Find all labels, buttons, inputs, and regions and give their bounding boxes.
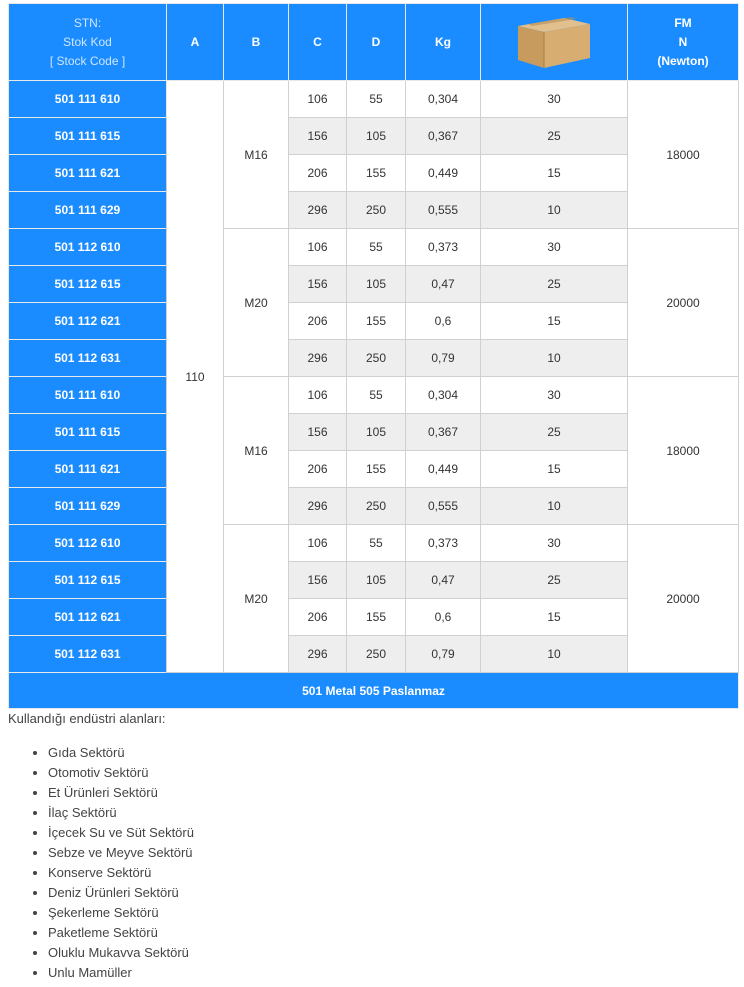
stock-code-cell: 501 111 629 bbox=[9, 488, 167, 525]
col-b-header: B bbox=[224, 4, 289, 81]
dimension-d-cell: 155 bbox=[347, 599, 406, 636]
dimension-c-cell: 156 bbox=[289, 562, 347, 599]
package-qty-cell: 15 bbox=[481, 451, 628, 488]
stock-code-cell: 501 111 629 bbox=[9, 192, 167, 229]
thread-b-cell: M16 bbox=[224, 377, 289, 525]
dimension-c-cell: 206 bbox=[289, 599, 347, 636]
weight-kg-cell: 0,304 bbox=[406, 377, 481, 414]
dimension-d-cell: 55 bbox=[347, 377, 406, 414]
dimension-a-cell: 110 bbox=[167, 81, 224, 673]
weight-kg-cell: 0,449 bbox=[406, 155, 481, 192]
stock-code-cell: 501 112 615 bbox=[9, 562, 167, 599]
table-row bbox=[9, 81, 739, 118]
package-qty-cell: 15 bbox=[481, 599, 628, 636]
stock-header-line-2: Stok Kod bbox=[63, 34, 112, 49]
stock-header-line-1: STN: bbox=[73, 15, 102, 30]
dimension-d-cell: 105 bbox=[347, 562, 406, 599]
weight-kg-cell: 0,555 bbox=[406, 192, 481, 229]
package-qty-cell: 30 bbox=[481, 377, 628, 414]
dimension-d-cell: 55 bbox=[347, 81, 406, 118]
stock-code-cell: 501 111 621 bbox=[9, 155, 167, 192]
dimension-d-cell: 55 bbox=[347, 229, 406, 266]
sector-list-item: • Oluklu Mukavva Sektörü bbox=[48, 943, 738, 963]
weight-kg-cell: 0,367 bbox=[406, 118, 481, 155]
fm-header bbox=[628, 4, 739, 81]
weight-kg-cell: 0,47 bbox=[406, 562, 481, 599]
package-qty-cell: 30 bbox=[481, 229, 628, 266]
package-qty-cell: 10 bbox=[481, 636, 628, 673]
sector-list-item: • Gıda Sektörü bbox=[48, 743, 738, 763]
package-qty-cell: 15 bbox=[481, 155, 628, 192]
dimension-c-cell: 296 bbox=[289, 636, 347, 673]
stock-code-cell: 501 112 610 bbox=[9, 229, 167, 266]
stock-code-cell: 501 112 610 bbox=[9, 525, 167, 562]
stock-code-cell: 501 111 621 bbox=[9, 451, 167, 488]
dimension-c-cell: 156 bbox=[289, 118, 347, 155]
dimension-c-cell: 156 bbox=[289, 266, 347, 303]
dimension-d-cell: 55 bbox=[347, 525, 406, 562]
spec-table bbox=[8, 3, 739, 709]
table-row bbox=[9, 525, 739, 562]
weight-kg-cell: 0,79 bbox=[406, 340, 481, 377]
dimension-d-cell: 155 bbox=[347, 451, 406, 488]
dimension-d-cell: 155 bbox=[347, 155, 406, 192]
col-a-header: A bbox=[167, 4, 224, 81]
package-qty-cell: 10 bbox=[481, 488, 628, 525]
table-footer-row bbox=[9, 673, 739, 709]
sector-list-item: • Et Ürünleri Sektörü bbox=[48, 783, 738, 803]
col-c-header: C bbox=[289, 4, 347, 81]
stock-code-cell: 501 111 615 bbox=[9, 414, 167, 451]
sectors-title: Kullandığı endüstri alanları: bbox=[8, 711, 166, 726]
dimension-d-cell: 250 bbox=[347, 340, 406, 377]
col-d-header: D bbox=[347, 4, 406, 81]
force-fm-cell: 20000 bbox=[628, 229, 739, 377]
dimension-d-cell: 105 bbox=[347, 118, 406, 155]
sectors-list bbox=[8, 743, 738, 983]
fm-header-line-3: (Newton) bbox=[657, 53, 709, 68]
dimension-c-cell: 296 bbox=[289, 192, 347, 229]
table-row bbox=[9, 229, 739, 266]
stock-code-cell: 501 112 621 bbox=[9, 303, 167, 340]
spec-table-body bbox=[9, 81, 739, 673]
sector-list-item: • Şekerleme Sektörü bbox=[48, 903, 738, 923]
sector-list-item: • İlaç Sektörü bbox=[48, 803, 738, 823]
stock-code-cell: 501 112 631 bbox=[9, 636, 167, 673]
package-qty-cell: 25 bbox=[481, 414, 628, 451]
dimension-d-cell: 250 bbox=[347, 636, 406, 673]
weight-kg-cell: 0,449 bbox=[406, 451, 481, 488]
package-qty-cell: 30 bbox=[481, 81, 628, 118]
sector-list-item: • Paketleme Sektörü bbox=[48, 923, 738, 943]
stock-code-cell: 501 111 610 bbox=[9, 377, 167, 414]
package-qty-cell: 10 bbox=[481, 192, 628, 229]
material-footer: 501 Metal 505 Paslanmaz bbox=[9, 673, 739, 709]
dimension-d-cell: 250 bbox=[347, 488, 406, 525]
thread-b-cell: M20 bbox=[224, 229, 289, 377]
content bbox=[8, 3, 738, 983]
stock-header-line-3: [ Stock Code ] bbox=[49, 53, 126, 68]
sector-list-item: • Konserve Sektörü bbox=[48, 863, 738, 883]
weight-kg-cell: 0,367 bbox=[406, 414, 481, 451]
stock-code-header bbox=[9, 4, 167, 81]
package-qty-cell: 15 bbox=[481, 303, 628, 340]
weight-kg-cell: 0,304 bbox=[406, 81, 481, 118]
dimension-c-cell: 296 bbox=[289, 488, 347, 525]
thread-b-cell: M16 bbox=[224, 81, 289, 229]
dimension-d-cell: 155 bbox=[347, 303, 406, 340]
package-qty-cell: 25 bbox=[481, 562, 628, 599]
package-qty-cell: 25 bbox=[481, 118, 628, 155]
weight-kg-cell: 0,6 bbox=[406, 599, 481, 636]
dimension-c-cell: 106 bbox=[289, 525, 347, 562]
sector-list-item: • Unlu Mamüller bbox=[48, 963, 738, 983]
dimension-c-cell: 206 bbox=[289, 155, 347, 192]
sector-list-item: • Otomotiv Sektörü bbox=[48, 763, 738, 783]
dimension-c-cell: 206 bbox=[289, 451, 347, 488]
weight-kg-cell: 0,6 bbox=[406, 303, 481, 340]
weight-kg-cell: 0,373 bbox=[406, 525, 481, 562]
col-kg-header: Kg bbox=[406, 4, 481, 81]
stock-code-cell: 501 111 615 bbox=[9, 118, 167, 155]
stock-code-cell: 501 112 615 bbox=[9, 266, 167, 303]
dimension-c-cell: 106 bbox=[289, 377, 347, 414]
dimension-d-cell: 105 bbox=[347, 414, 406, 451]
dimension-d-cell: 250 bbox=[347, 192, 406, 229]
fm-header-line-2: N bbox=[678, 34, 688, 49]
force-fm-cell: 18000 bbox=[628, 81, 739, 229]
table-header-row bbox=[9, 4, 739, 81]
weight-kg-cell: 0,373 bbox=[406, 229, 481, 266]
dimension-c-cell: 106 bbox=[289, 81, 347, 118]
thread-b-cell: M20 bbox=[224, 525, 289, 673]
table-row bbox=[9, 377, 739, 414]
weight-kg-cell: 0,47 bbox=[406, 266, 481, 303]
stock-code-cell: 501 111 610 bbox=[9, 81, 167, 118]
weight-kg-cell: 0,79 bbox=[406, 636, 481, 673]
fm-header-line-1: FM bbox=[674, 15, 692, 30]
stock-code-cell: 501 112 621 bbox=[9, 599, 167, 636]
dimension-c-cell: 106 bbox=[289, 229, 347, 266]
sector-list-item: • İçecek Su ve Süt Sektörü bbox=[48, 823, 738, 843]
force-fm-cell: 20000 bbox=[628, 525, 739, 673]
dimension-c-cell: 156 bbox=[289, 414, 347, 451]
dimension-d-cell: 105 bbox=[347, 266, 406, 303]
sector-list-item: • Sebze ve Meyve Sektörü bbox=[48, 843, 738, 863]
weight-kg-cell: 0,555 bbox=[406, 488, 481, 525]
package-qty-cell: 25 bbox=[481, 266, 628, 303]
sector-list-item: • Deniz Ürünleri Sektörü bbox=[48, 883, 738, 903]
package-qty-header bbox=[481, 4, 628, 81]
package-qty-cell: 30 bbox=[481, 525, 628, 562]
dimension-c-cell: 296 bbox=[289, 340, 347, 377]
stock-code-cell: 501 112 631 bbox=[9, 340, 167, 377]
force-fm-cell: 18000 bbox=[628, 377, 739, 525]
package-qty-cell: 10 bbox=[481, 340, 628, 377]
dimension-c-cell: 206 bbox=[289, 303, 347, 340]
cardboard-box-icon bbox=[514, 12, 594, 72]
